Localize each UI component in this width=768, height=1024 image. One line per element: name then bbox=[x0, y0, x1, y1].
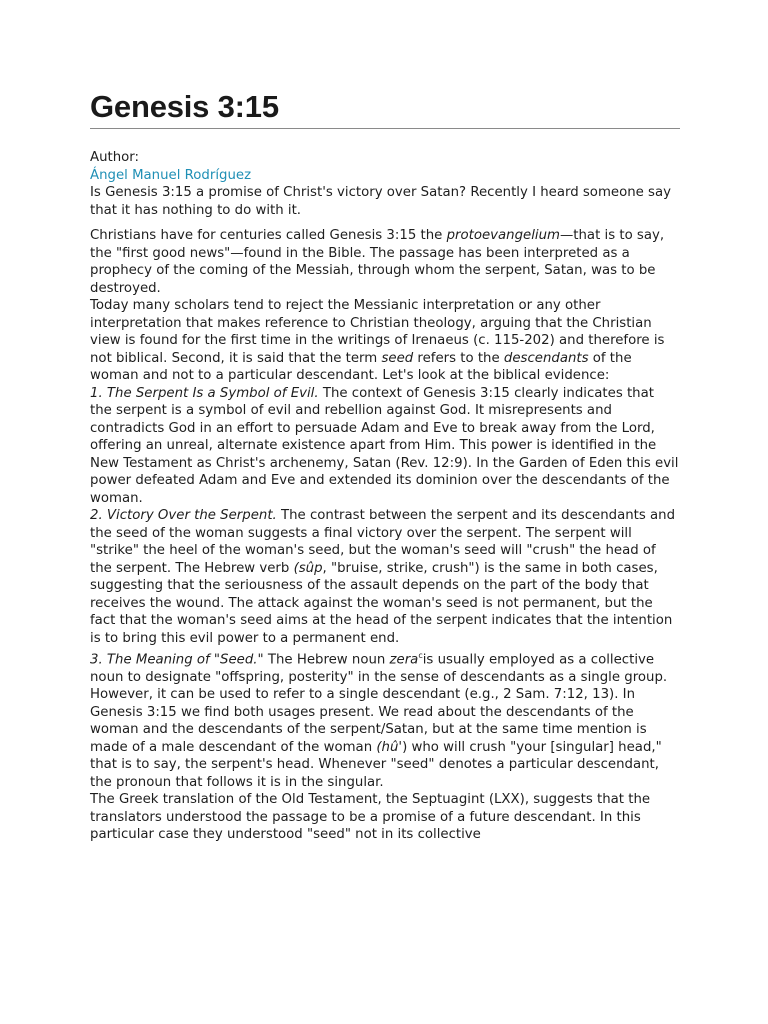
author-link[interactable]: Ángel Manuel Rodríguez bbox=[90, 167, 252, 183]
section-heading: 2. Victory Over the Serpent. bbox=[90, 508, 277, 523]
paragraph-serpent-symbol: 1. The Serpent Is a Symbol of Evil. The context of Genesis 3:15 clearly indicates that the serpent is a symbol of evil and rebellion against God. It misrepresents and contradicts God in an effort to persuade Adam and Eve to break away from the Lord, offering an unreal, alternate existence apart from Him. This power is identified in the New Testament as Christ's archenemy, Satan (Rev. 12:9). In the Garden of Eden this evil power defeated Adam and Eve and extended its dominion over the descendants of the woman. bbox=[90, 385, 679, 506]
paragraph-septuagint: The Greek translation of the Old Testament, the Septuagint (LXX), suggests that the translators understood the passage to be a promise of a future descendant. In this particular case they understood "seed" not in its collective bbox=[90, 792, 651, 843]
document-page bbox=[90, 88, 680, 844]
author-label: Author: bbox=[90, 150, 140, 165]
paragraph-protoevangelium: Christians have for centuries called Genesis 3:15 the protoevangelium—that is to say, the "first good news"—found in the Bible. The passage has been interpreted as a prophecy of the coming of the Messiah, through whom the serpent, Satan, was to be destroyed. bbox=[90, 228, 665, 296]
author-block bbox=[90, 149, 680, 219]
paragraph-victory: 2. Victory Over the Serpent. The contrast between the serpent and its descendants and the seed of the woman suggests a final victory over the serpent. The serpent will "strike" the heel of the woman's seed, but the woman's seed will "crush" the head of the serpent. The Hebrew verb (sûp, "bruise, strike, crush") is the same in both cases, suggesting that the seriousness of the assault depends on the part of the body that receives the wound. The attack against the woman's seed is not permanent, but the fact that the woman's seed aims at the head of the serpent indicates that the intention is to bring this evil power to a permanent end. bbox=[90, 508, 676, 646]
article-body bbox=[90, 227, 680, 844]
section-heading: 3. The Meaning of "Seed." bbox=[90, 652, 264, 668]
question-paragraph: Is Genesis 3:15 a promise of Christ's victory over Satan? Recently I heard someone say that it has nothing to do with it. bbox=[90, 185, 671, 218]
paragraph-scholars: Today many scholars tend to reject the Messianic interpretation or any other interpretation that makes reference to Christian theology, arguing that the Christian view is found for the first time in the writings of Irenaeus (c. 115-202) and therefore is not biblical. Second, it is said that the term seed refers to the descendants of the woman and not to a particular descendant. Let's look at the biblical evidence: bbox=[90, 298, 665, 383]
section-heading: 1. The Serpent Is a Symbol of Evil. bbox=[90, 385, 319, 401]
page-title: Genesis 3:15 bbox=[90, 88, 680, 129]
paragraph-seed-meaning: 3. The Meaning of "Seed." The Hebrew noun zera$^c$is usually employed as a collective noun to designate "offspring, posterity" in the sense of descendants as a single group. However, it can be used to refer to a single descendant (e.g., 2 Sam. 7:12, 13). In Genesis 3:15 we find both usages present. We read about the descendants of the woman and the descendants of the serpent/Satan, but at the same time mention is made of a male descendant of the woman (hû') who will crush "your [singular] head," that is to say, the serpent's head. Whenever "seed" denotes a particular descendant, the pronoun that follows it is in the singular. bbox=[90, 651, 668, 790]
